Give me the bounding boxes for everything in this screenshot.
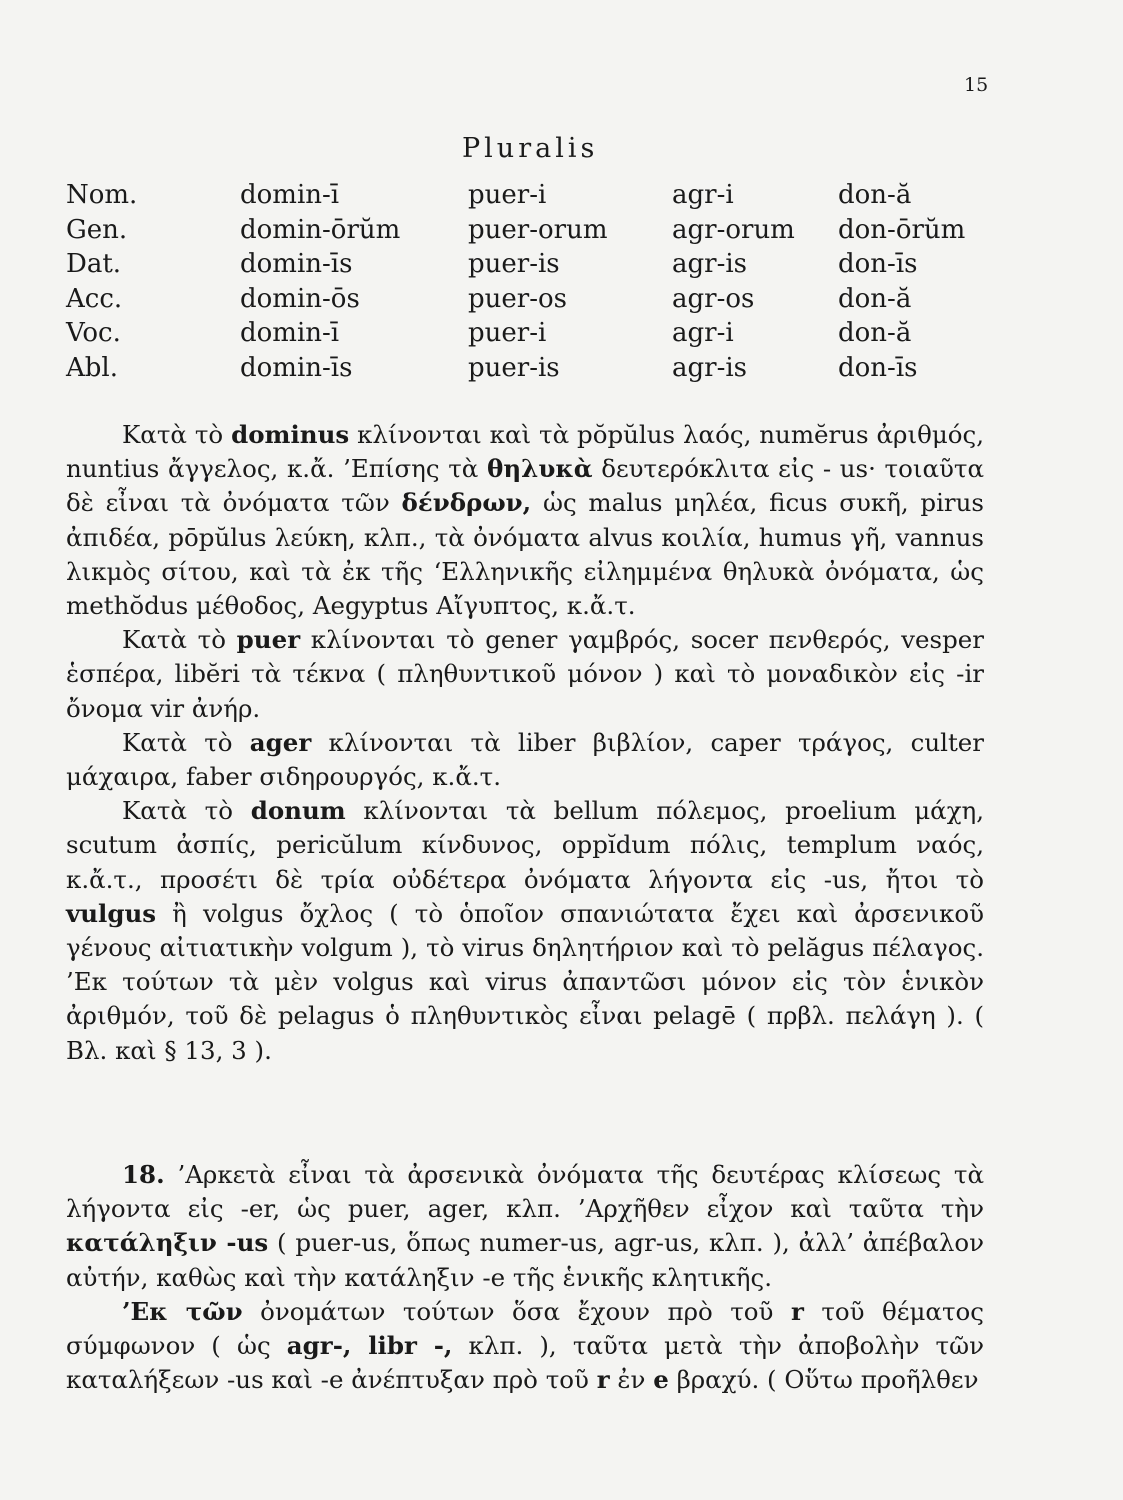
puer-form: puer-is bbox=[468, 249, 560, 280]
table-row bbox=[66, 351, 978, 386]
donum-form: don-īs bbox=[838, 249, 918, 280]
body-text bbox=[66, 418, 984, 1068]
case-label: Dat. bbox=[66, 249, 122, 280]
dominus-form: domin-īs bbox=[240, 352, 353, 383]
dominus-form: domin-ōrŭm bbox=[240, 214, 401, 245]
paragraph-puer: Κατὰ τὸ puer κλίνονται τὸ gener γαμβρός, socer πενθερός, vesper ἑσπέρα, libĕri τὰ τέκνα ( πληθυντικοῦ μόνον ) καὶ τὸ μοναδικὸν εἰς -ir ὄνομα vir ἀνήρ. bbox=[66, 625, 984, 723]
section-18 bbox=[66, 1158, 984, 1397]
donum-form: don-ă bbox=[838, 318, 912, 349]
dominus-form: domin-ōs bbox=[240, 283, 360, 314]
table-row bbox=[66, 247, 978, 282]
case-label: Acc. bbox=[66, 283, 123, 314]
ager-form: agr-is bbox=[672, 352, 748, 383]
case-label: Abl. bbox=[66, 352, 118, 383]
table-row bbox=[66, 282, 978, 317]
dominus-form: domin-ī bbox=[240, 318, 340, 349]
puer-form: puer-is bbox=[468, 352, 560, 383]
table-row bbox=[66, 316, 978, 351]
puer-form: puer-os bbox=[468, 283, 567, 314]
table-title: Pluralis bbox=[462, 133, 599, 164]
puer-form: puer-orum bbox=[468, 214, 608, 245]
ager-form: agr-i bbox=[672, 180, 734, 211]
page-number: 15 bbox=[964, 74, 989, 96]
donum-form: don-ōrŭm bbox=[838, 214, 966, 245]
case-label: Nom. bbox=[66, 180, 138, 211]
case-label: Voc. bbox=[66, 318, 121, 349]
ager-form: agr-orum bbox=[672, 214, 795, 245]
donum-form: don-ă bbox=[838, 180, 912, 211]
paragraph-consonant-stems: ’Εκ τῶν ὀνομάτων τούτων ὅσα ἔχουν πρὸ τοῦ r τοῦ θέματος σύμφωνον ( ὡς agr-, libr -, κλπ. ), ταῦτα μετὰ τὴν ἀποβολὴν τῶν καταλήξεων -us καὶ -e ἀνέπτυξαν πρὸ τοῦ r ἐν e βραχύ. ( Οὕτω προῆλθεν bbox=[66, 1296, 984, 1395]
puer-form: puer-i bbox=[468, 318, 547, 349]
donum-form: don-īs bbox=[838, 352, 918, 383]
declension-table bbox=[66, 178, 978, 385]
case-label: Gen. bbox=[66, 214, 128, 245]
section-number: 18. bbox=[122, 1160, 165, 1189]
donum-form: don-ă bbox=[838, 283, 912, 314]
dominus-form: domin-īs bbox=[240, 249, 353, 280]
ager-form: agr-is bbox=[672, 249, 748, 280]
ager-form: agr-i bbox=[672, 318, 734, 349]
paragraph-donum: Κατὰ τὸ donum κλίνονται τὰ bellum πόλεμος, proelium μάχη, scutum ἀσπίς, pericŭlum κίνδυνος, oppĭdum πόλις, templum ναός, κ.ἄ.τ., προσέτι δὲ τρία οὐδέτερα ὀνόματα λήγοντα εἰς -us, ἤτοι τὸ vulgus ἢ volgus ὄχλος ( τὸ ὁποῖον σπανιώτατα ἔχει καὶ ἀρσενικοῦ γένους αἰτιατικὴν volgum ), τὸ virus δηλητήριον καὶ τὸ pelăgus πέλαγος. ’Εκ τούτων τὰ μὲν volgus καὶ virus ἀπαντῶσι μόνον εἰς τὸν ἑνικὸν ἀριθμόν, τοῦ δὲ pelagus ὁ πληθυντικὸς εἶναι pelagē ( πρβλ. πελάγη ). ( Βλ. καὶ § 13, 3 ). bbox=[66, 796, 985, 1065]
table-row bbox=[66, 213, 978, 248]
table-row bbox=[66, 178, 978, 213]
paragraph-section-18: 18. ’Αρκετὰ εἶναι τὰ ἀρσενικὰ ὀνόματα τῆς δευτέρας κλίσεως τὰ λήγοντα εἰς -er, ὡς puer, ager, κλπ. ’Αρχῆθεν εἶχον καὶ ταῦτα τὴν κατάληξιν -us ( puer-us, ὅπως numer-us, agr-us, κλπ. ), ἀλλ’ ἀπέβαλον αὐτήν, καθὼς καὶ τὴν κατάληξιν -e τῆς ἑνικῆς κλητικῆς. bbox=[66, 1160, 984, 1292]
paragraph-dominus: Κατὰ τὸ dominus κλίνονται καὶ τὰ pŏpŭlus λαός, numĕrus ἀριθμός, nuntius ἄγγελος, κ.ἄ. ’Επίσης τὰ θηλυκὰ δευτερόκλιτα εἰς - us· τοιαῦτα δὲ εἶναι τὰ ὀνόματα τῶν δένδρων, ὡς malus μηλέα, ficus συκῆ, pirus ἀπιδέα, pōpŭlus λεύκη, κλπ., τὰ ὀνόματα alvus κοιλία, humus γῆ, vannus λικμὸς σίτου, καὶ τὰ ἐκ τῆς ‘Ελληνικῆς εἰλημμένα θηλυκὰ ὀνόματα, ὡς methŏdus μέθοδος, Aegyptus Αἴγυπτος, κ.ἄ.τ. bbox=[66, 420, 985, 621]
paragraph-ager: Κατὰ τὸ ager κλίνονται τὰ liber βιβλίον, caper τράγος, culter μάχαιρα, faber σιδηρουργός, κ.ἄ.τ. bbox=[66, 727, 985, 792]
puer-form: puer-i bbox=[468, 180, 547, 211]
dominus-form: domin-ī bbox=[240, 180, 340, 211]
ager-form: agr-os bbox=[672, 283, 755, 314]
